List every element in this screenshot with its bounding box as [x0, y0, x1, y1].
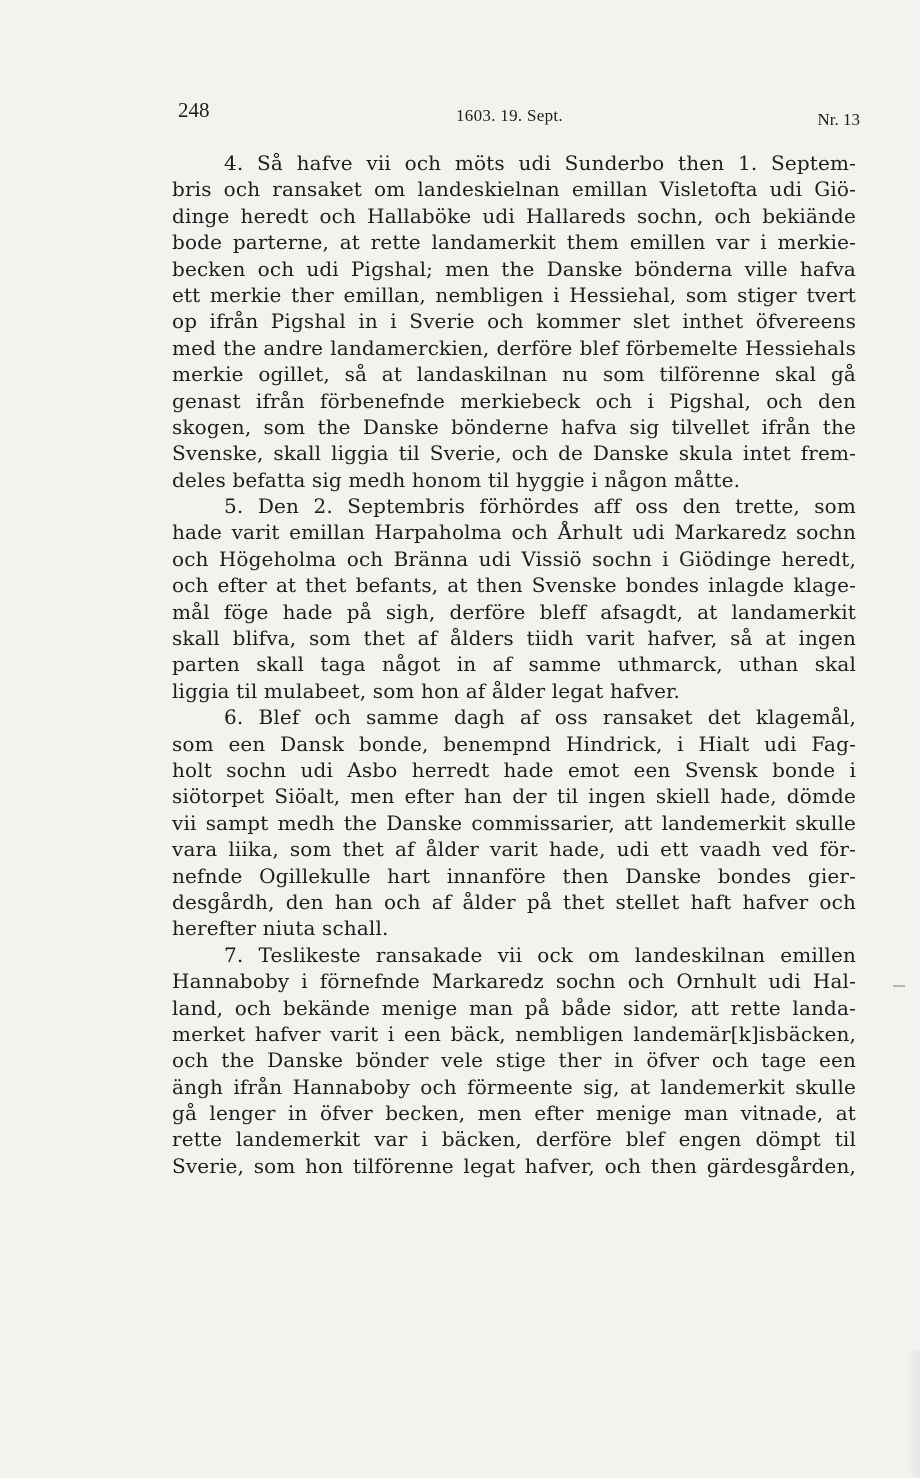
text-line: deles befatta sig medh honom til hyggie i någon måtte.: [172, 467, 741, 492]
text-line: dinge heredt och Hallaböke udi Hallareds sochn, och bekiände: [172, 203, 856, 228]
text-line: bode parterne, at rette landamerkit them emillen var i merkie-: [172, 230, 856, 255]
text-line: hade varit emillan Harpaholma och Århult udi Markaredz sochn: [172, 520, 856, 545]
text-line: rette landemerkit var i bäcken, derföre blef engen dömpt til: [172, 1127, 856, 1152]
text-line: bris och ransaket om landeskielnan emillan Visletofta udi Giö-: [172, 177, 856, 202]
scan-shadow: [908, 1350, 920, 1478]
text-line: Hannaboby i förnefnde Markaredz sochn och Ornhult udi Hal-: [172, 969, 856, 994]
body-text: [172, 150, 856, 1179]
text-line: 5. Den 2. Septembris förhördes aff oss den trette, som: [224, 494, 856, 519]
text-line: ängh ifrån Hannaboby och förmeente sig, at landemerkit skulle: [172, 1074, 856, 1099]
text-line: holt sochn udi Asbo herredt hade emot een Svensk bonde i: [172, 757, 856, 782]
text-line: med the andre landamerckien, derföre blef förbemelte Hessiehals: [172, 335, 856, 360]
text-line: parten skall taga något in af samme uthmarck, uthan skal: [172, 652, 856, 677]
text-line: 7. Teslikeste ransakade vii ock om landeskilnan emillen: [224, 942, 856, 967]
text-line: 4. Så hafve vii och möts udi Sunderbo then 1. Septem-: [224, 151, 856, 175]
text-line: op ifrån Pigshal in i Sverie och kommer slet inthet öfvereens: [172, 309, 856, 334]
text-line: ett merkie ther emillan, nembligen i Hessiehal, som stiger tvert: [172, 282, 856, 307]
running-header: [178, 98, 862, 128]
text-line: merkie ogillet, så at landaskilnan nu som tilförenne skal gå: [172, 362, 856, 387]
text-line: desgårdh, den han och af ålder på thet stellet haft hafver och: [172, 889, 856, 914]
text-line: merket hafver varit i een bäck, nembligen landemär[k]isbäcken,: [172, 1021, 856, 1046]
margin-mark: [893, 985, 905, 987]
text-line: 6. Blef och samme dagh af oss ransaket det klagemål,: [224, 705, 856, 730]
text-line: skogen, som the Danske bönderne hafva sig tilvellet ifrån the: [172, 414, 856, 439]
text-line: nefnde Ogillekulle hart innanföre then Danske bondes gier-: [172, 863, 856, 888]
document-number: Nr. 13: [817, 110, 860, 129]
text-line: Sverie, som hon tilförenne legat hafver, och then gärdesgården,: [172, 1153, 856, 1178]
text-line: som een Dansk bonde, benempnd Hindrick, i Hialt udi Fag-: [172, 731, 856, 756]
text-line: vii sampt medh the Danske commissarier, att landemerkit skulle: [172, 810, 856, 835]
text-line: och the Danske bönder vele stige ther in öfver och tage een: [172, 1048, 856, 1073]
text-line: herefter niuta schall.: [172, 916, 389, 941]
text-line: skall blifva, som thet af ålders tiidh varit hafver, så at ingen: [172, 626, 856, 651]
text-line: genast ifrån förbenefnde merkiebeck och i Pigshal, och den: [172, 388, 856, 413]
text-line: land, och bekände menige man på både sidor, att rette landa-: [172, 995, 856, 1020]
page-number: 248: [178, 98, 210, 122]
document-date: 1603. 19. Sept.: [456, 106, 563, 125]
text-line: Svenske, skall liggia til Sverie, och de Danske skula intet frem-: [172, 441, 856, 466]
text-line: vara liika, som thet af ålder varit hade, udi ett vaadh ved för-: [172, 837, 856, 862]
text-line: siötorpet Siöalt, men efter han der til ingen skiell hade, dömde: [172, 784, 856, 809]
text-line: liggia til mulabeet, som hon af ålder legat hafver.: [172, 678, 681, 703]
text-line: mål föge hade på sigh, derföre bleff afsagdt, at landamerkit: [172, 599, 856, 624]
text-line: och Högeholma och Bränna udi Vissiö sochn i Giödinge heredt,: [172, 546, 856, 571]
text-line: becken och udi Pigshal; men the Danske bönderna ville hafva: [172, 256, 856, 281]
text-line: gå lenger in öfver becken, men efter menige man vitnade, at: [172, 1101, 856, 1126]
text-line: och efter at thet befants, at then Svenske bondes inlagde klage-: [172, 573, 856, 598]
